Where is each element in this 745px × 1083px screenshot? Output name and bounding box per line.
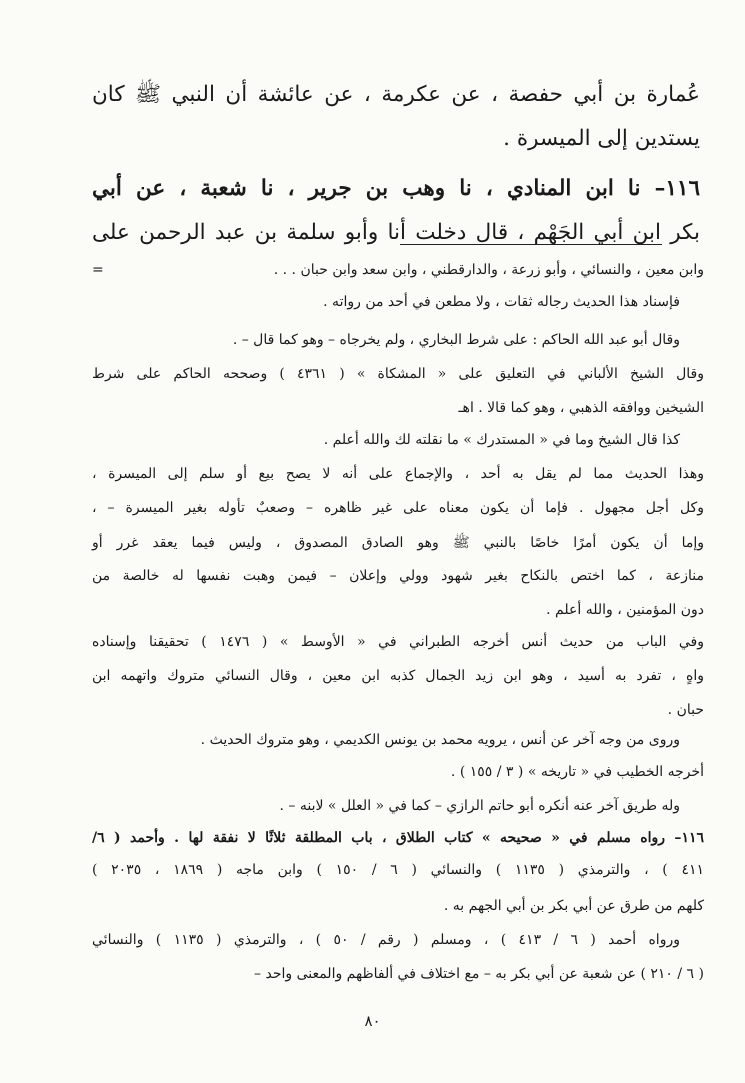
footnote-line: وابن معين ، والنسائي ، وأبو زرعة ، والدارقطني ، وابن سعد وابن حبان . . . xyxy=(273,262,704,278)
main-line: عُمارة بن أبي حفصة ، عن عكرمة ، عن عائشة أن النبي ﷺ كان xyxy=(92,82,700,107)
footnote-line: حبان . xyxy=(667,702,704,718)
footnote-line: ( ٦ / ٢١٠ ) عن شعبة عن أبي بكر به – مع اختلاف في ألفاظهم والمعنى واحد – xyxy=(254,966,704,982)
footnote-line: ١١٦– رواه مسلم في « صحيحه » كتاب الطلاق ، باب المطلقة ثلاثًا لا نفقة لها . وأحمد ( ٦/ xyxy=(92,830,704,846)
footnote-line: وكل أجل مجهول . فإما أن يكون معناه على غير ظاهره – وصعبٌ تأوله بغير الميسرة – ، xyxy=(92,500,704,516)
footnote-line: وروى من وجه آخر عن أنس ، يرويه محمد بن يونس الكديمي ، وهو متروك الحديث . xyxy=(200,732,680,748)
footnote-line: ورواه أحمد ( ٦ / ٤١٣ ) ، ومسلم ( رقم / ٥٠ ) ، والترمذي ( ١١٣٥ ) والنسائي xyxy=(92,932,680,948)
footnote-line: كذا قال الشيخ وما في « المستدرك » ما نقلته لك والله أعلم . xyxy=(323,432,680,448)
footnote-line: أخرجه الخطيب في « تاريخه » ( ٣ / ١٥٥ ) . xyxy=(450,764,704,780)
footnote-line: فإسناد هذا الحديث رجاله ثقات ، ولا مطعن في أحد من رواته . xyxy=(323,294,680,310)
footnote-line: كلهم من طرق عن أبي بكر بن أبي الجهم به . xyxy=(443,898,704,914)
main-line: يستدين إلى الميسرة . xyxy=(503,126,700,151)
footnote-separator xyxy=(400,244,662,245)
footnote-line: منازعة ، كما اختص بالنكاح بغير شهود وولي وإعلان – فيمن وهبت نفسها له خالصة من xyxy=(92,568,704,584)
footnote-line: وقال أبو عبد الله الحاكم : على شرط البخاري ، ولم يخرجاه – وهو كما قال – . xyxy=(232,332,680,348)
footnote-line: ٤١١ ) ، والترمذي ( ١١٣٥ ) والنسائي ( ٦ / ١٥٠ ) وابن ماجه ( ١٨٦٩ ، ٢٠٣٥ ) xyxy=(92,862,705,878)
footnote-line: واهٍ ، تفرد به أسيد ، وهو ابن زيد الجمال كذبه ابن معين ، وقال النسائي متروك واتهمه ابن xyxy=(92,668,704,684)
footnote-line: وقال الشيخ الألباني في التعليق على « المشكاة » ( ٤٣٦١ ) وصححه الحاكم على شرط xyxy=(92,366,704,382)
page-number: ٨٠ xyxy=(364,1012,381,1030)
footnote-line: الشيخين ووافقه الذهبي ، وهو كما قالا . اهـ xyxy=(458,400,704,416)
footnote-line: وله طريق آخر عنه أنكره أبو حاتم الرازي – كما في « العلل » لابنه – . xyxy=(279,798,680,814)
main-line: ١١٦– نا ابن المنادي ، نا وهب بن جرير ، نا شعبة ، عن أبي xyxy=(92,176,700,201)
footnote-line: وإما أن يكون أمرًا خاصًا بالنبي ﷺ وهو الصادق المصدوق ، وليس فيما يعقد غرر أو xyxy=(92,535,704,551)
footnote-line: دون المؤمنين ، والله أعلم . xyxy=(546,602,704,618)
main-text xyxy=(92,74,700,256)
continuation-marker: = xyxy=(92,262,104,278)
main-line: بكر ابن أبي الجَهْم ، قال دخلت أنا وأبو سلمة بن عبد الرحمن على xyxy=(92,220,700,245)
footnote-line: وهذا الحديث مما لم يقل به أحد ، والإجماع على أنه لا يصح بيع أو سلم إلى الميسرة ، xyxy=(92,466,704,482)
footnote-line: وفي الباب من حديث أنس أخرجه الطبراني في « الأوسط » ( ١٤٧٦ ) تحقيقنا وإسناده xyxy=(92,634,704,650)
